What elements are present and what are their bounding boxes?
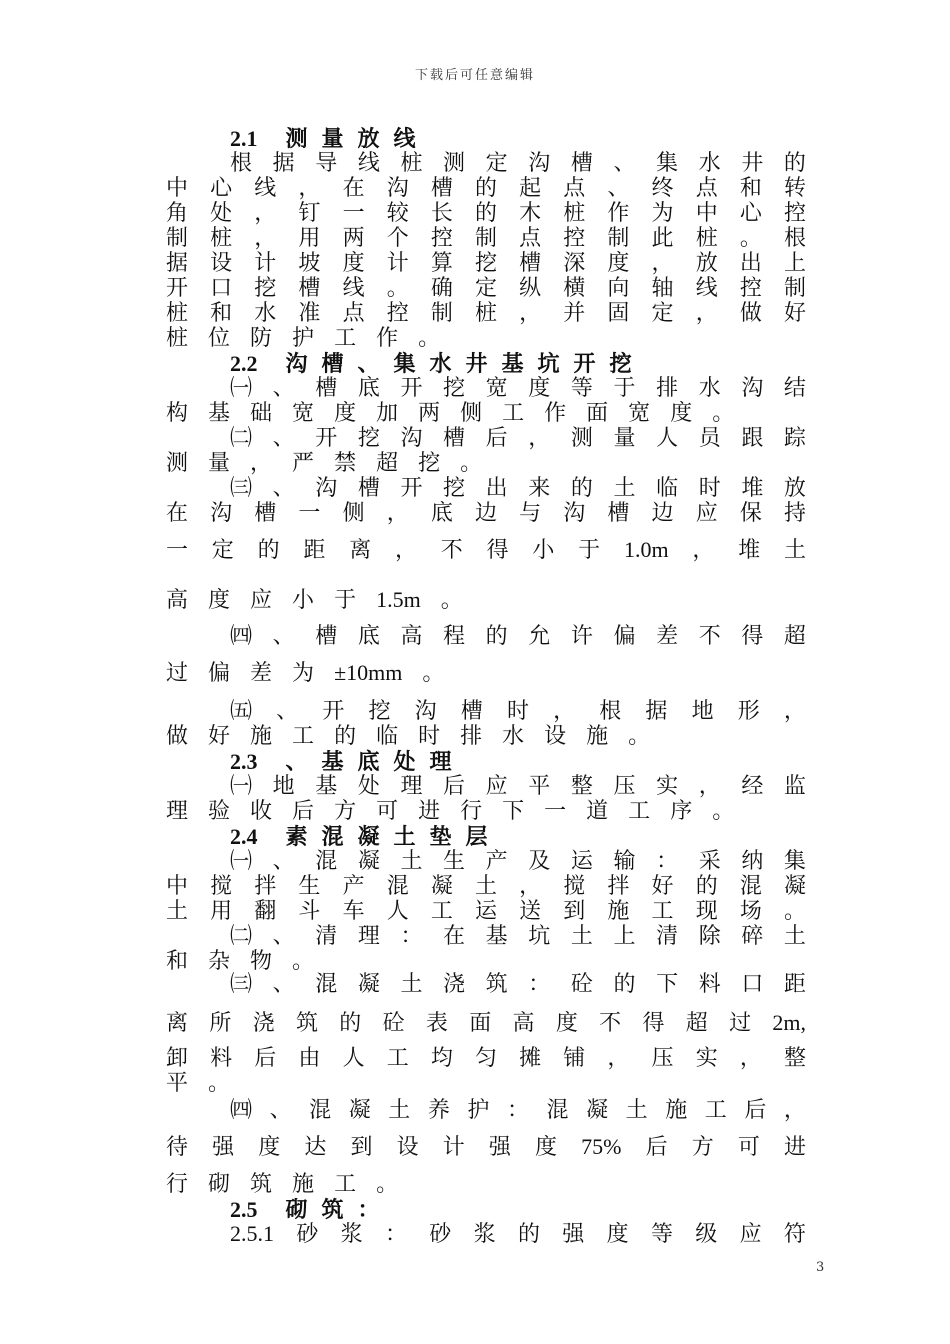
text-line: 2.2 沟槽、集水井基坑开挖 bbox=[230, 351, 646, 377]
text-line: 一 定 的 距 离 ， 不 得 小 于 1.0m ， 堆 土 bbox=[166, 537, 806, 563]
text-line: 卸 料 后 由 人 工 均 匀 摊 铺 ， 压 实 ， 整 bbox=[166, 1046, 806, 1071]
text-line: ㈡ 、 开 挖 沟 槽 后 ， 测 量 人 员 跟 踪 bbox=[230, 426, 806, 451]
text-line: 2.4 素混凝土垫层 bbox=[230, 824, 502, 850]
text-line: 理 验 收 后 方 可 进 行 下 一 道 工 序 。 bbox=[166, 799, 735, 824]
text-line: 做 好 施 工 的 临 时 排 水 设 施 。 bbox=[166, 724, 651, 749]
text-line: 中 搅 拌 生 产 混 凝 土 ， 搅 拌 好 的 混 凝 bbox=[166, 874, 806, 899]
text-line: 高 度 应 小 于 1.5m 。 bbox=[166, 587, 463, 613]
text-line: 根 据 导 线 桩 测 定 沟 槽 、 集 水 井 的 bbox=[230, 151, 806, 176]
text-line: 制 桩 ， 用 两 个 控 制 点 控 制 此 桩 。 根 bbox=[166, 226, 806, 251]
text-line: 桩 和 水 准 点 控 制 桩 ， 并 固 定 ， 做 好 bbox=[166, 301, 806, 326]
text-line: 桩 位 防 护 工 作 。 bbox=[166, 326, 441, 351]
text-line: ㈤ 、 开 挖 沟 槽 时 ， 根 据 地 形 ， bbox=[230, 699, 806, 724]
text-line: 离 所 浇 筑 的 砼 表 面 高 度 不 得 超 过 2m, bbox=[166, 1010, 806, 1036]
text-line: ㈣ 、 混 凝 土 养 护 ： 混 凝 土 施 工 后 ， bbox=[230, 1098, 806, 1123]
text-line: 平 。 bbox=[166, 1071, 231, 1096]
text-line: ㈢ 、 沟 槽 开 挖 出 来 的 土 临 时 堆 放 bbox=[230, 476, 806, 501]
text-line: 土 用 翻 斗 车 人 工 运 送 到 施 工 现 场 。 bbox=[166, 899, 806, 924]
text-line: 中 心 线 ， 在 沟 槽 的 起 点 、 终 点 和 转 bbox=[166, 176, 806, 201]
text-line: 2.3 、基底处理 bbox=[230, 749, 466, 775]
text-line: 构 基 础 宽 度 加 两 侧 工 作 面 宽 度 。 bbox=[166, 401, 735, 426]
text-line: 2.1 测量放线 bbox=[230, 126, 430, 152]
text-line: 测 量 ， 严 禁 超 挖 。 bbox=[166, 451, 483, 476]
page-number: 3 bbox=[816, 1260, 825, 1275]
text-line: ㈣ 、 槽 底 高 程 的 允 许 偏 差 不 得 超 bbox=[230, 624, 806, 649]
page-header: 下载后可任意编辑 bbox=[414, 68, 535, 83]
text-line: ㈠ 地 基 处 理 后 应 平 整 压 实 ， 经 监 bbox=[230, 774, 806, 799]
text-line: ㈢ 、 混 凝 土 浇 筑 ： 砼 的 下 料 口 距 bbox=[230, 972, 806, 997]
text-line: 行 砌 筑 施 工 。 bbox=[166, 1172, 399, 1197]
text-line: ㈠ 、 槽 底 开 挖 宽 度 等 于 排 水 沟 结 bbox=[230, 376, 806, 401]
text-line: 据 设 计 坡 度 计 算 挖 槽 深 度 ， 放 出 上 bbox=[166, 251, 806, 276]
text-line: ㈡ 、 清 理 ： 在 基 坑 土 上 清 除 碎 土 bbox=[230, 924, 806, 949]
text-line: ㈠ 、 混 凝 土 生 产 及 运 输 ： 采 纳 集 bbox=[230, 849, 806, 874]
text-line: 在 沟 槽 一 侧 ， 底 边 与 沟 槽 边 应 保 持 bbox=[166, 501, 806, 526]
text-line: 2.5.1 砂 浆 ： 砂 浆 的 强 度 等 级 应 符 bbox=[230, 1221, 806, 1247]
text-line: 开 口 挖 槽 线 。 确 定 纵 横 向 轴 线 控 制 bbox=[166, 276, 806, 301]
text-line: 过 偏 差 为 ±10mm 。 bbox=[166, 660, 445, 686]
text-line: 和 杂 物 。 bbox=[166, 949, 315, 974]
text-line: 待 强 度 达 到 设 计 强 度 75% 后 方 可 进 bbox=[166, 1134, 806, 1160]
text-line: 2.5 砌筑： bbox=[230, 1197, 394, 1223]
text-line: 角 处 ， 钉 一 较 长 的 木 桩 作 为 中 心 控 bbox=[166, 201, 806, 226]
